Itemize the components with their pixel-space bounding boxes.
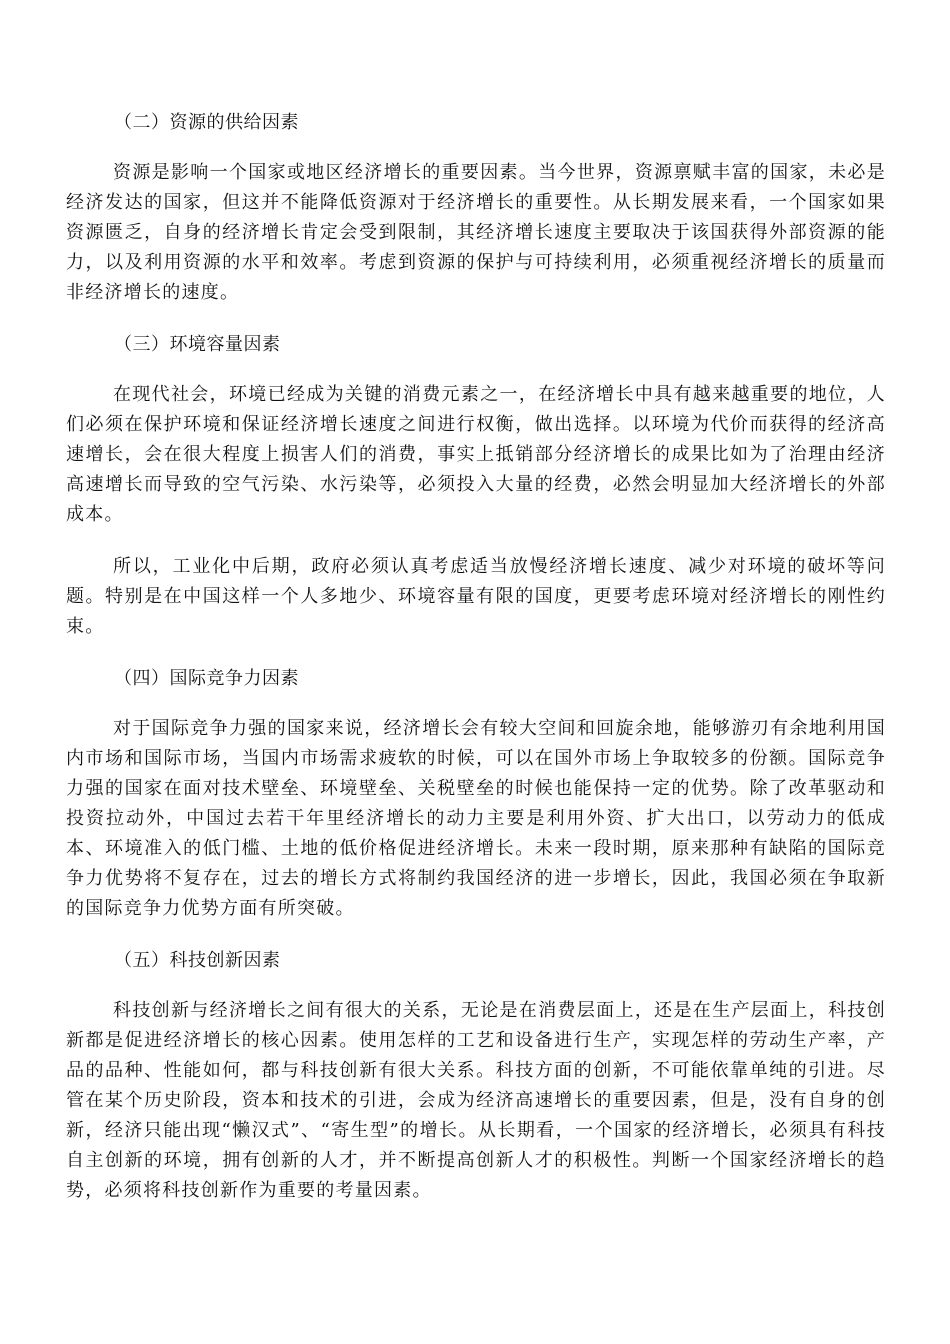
paragraph-resources: 资源是影响一个国家或地区经济增长的重要因素。当今世界，资源禀赋丰富的国家，未必是经济发达的国家，但这并不能降低资源对于经济增长的重要性。从长期发展来看，一个国家如果资源匮乏，自身的经济增长肯定会受到限制，其经济增长速度主要取决于该国获得外部资源的能力，以及利用资源的水平和效率。考虑到资源的保护与可持续利用，必须重视经济增长的质量而非经济增长的速度。 xyxy=(66,162,886,303)
section-heading-innovation: （五）科技创新因素 xyxy=(114,950,281,971)
section-heading-competitiveness: （四）国际竞争力因素 xyxy=(114,668,299,689)
paragraph-environment-1: 在现代社会，环境已经成为关键的消费元素之一，在经济增长中具有越来越重要的地位，人们必须在保护环境和保证经济增长速度之间进行权衡，做出选择。以环境为代价而获得的经济高速增长，会在很大程度上损害人们的消费，事实上抵销部分经济增长的成果比如为了治理由经济高速增长而导致的空气污染、水污染等，必须投入大量的经费，必然会明显加大经济增长的外部成本。 xyxy=(66,384,886,525)
paragraph-innovation: 科技创新与经济增长之间有很大的关系，无论是在消费层面上，还是在生产层面上，科技创新都是促进经济增长的核心因素。使用怎样的工艺和设备进行生产，实现怎样的劳动生产率，产品的品种、性能如何，都与科技创新有很大关系。科技方面的创新，不可能依靠单纯的引进。尽管在某个历史阶段，资本和技术的引进，会成为经济高速增长的重要因素，但是，没有自身的创新，经济只能出现“懒汉式”、“寄生型”的增长。从长期看，一个国家的经济增长，必须具有科技自主创新的环境，拥有创新的人才，并不断提高创新人才的积极性。判断一个国家经济增长的趋势，必须将科技创新作为重要的考量因素。 xyxy=(66,1000,886,1201)
paragraph-competitiveness: 对于国际竞争力强的国家来说，经济增长会有较大空间和回旋余地，能够游刃有余地利用国内市场和国际市场，当国内市场需求疲软的时候，可以在国外市场上争取较多的份额。国际竞争力强的国家在面对技术壁垒、环境壁垒、关税壁垒的时候也能保持一定的优势。除了改革驱动和投资拉动外，中国过去若干年里经济增长的动力主要是利用外资、扩大出口，以劳动力的低成本、环境准入的低门槛、土地的低价格促进经济增长。未来一段时期，原来那种有缺陷的国际竞争力优势将不复存在，过去的增长方式将制约我国经济的进一步增长，因此，我国必须在争取新的国际竞争力优势方面有所突破。 xyxy=(66,718,886,919)
section-heading-resources: （二）资源的供给因素 xyxy=(114,112,299,133)
paragraph-environment-2: 所以，工业化中后期，政府必须认真考虑适当放慢经济增长速度、减少对环境的破坏等问题。特别是在中国这样一个人多地少、环境容量有限的国度，更要考虑环境对经济增长的刚性约束。 xyxy=(66,556,886,637)
document-page xyxy=(66,108,886,1206)
section-heading-environment: （三）环境容量因素 xyxy=(114,334,281,355)
